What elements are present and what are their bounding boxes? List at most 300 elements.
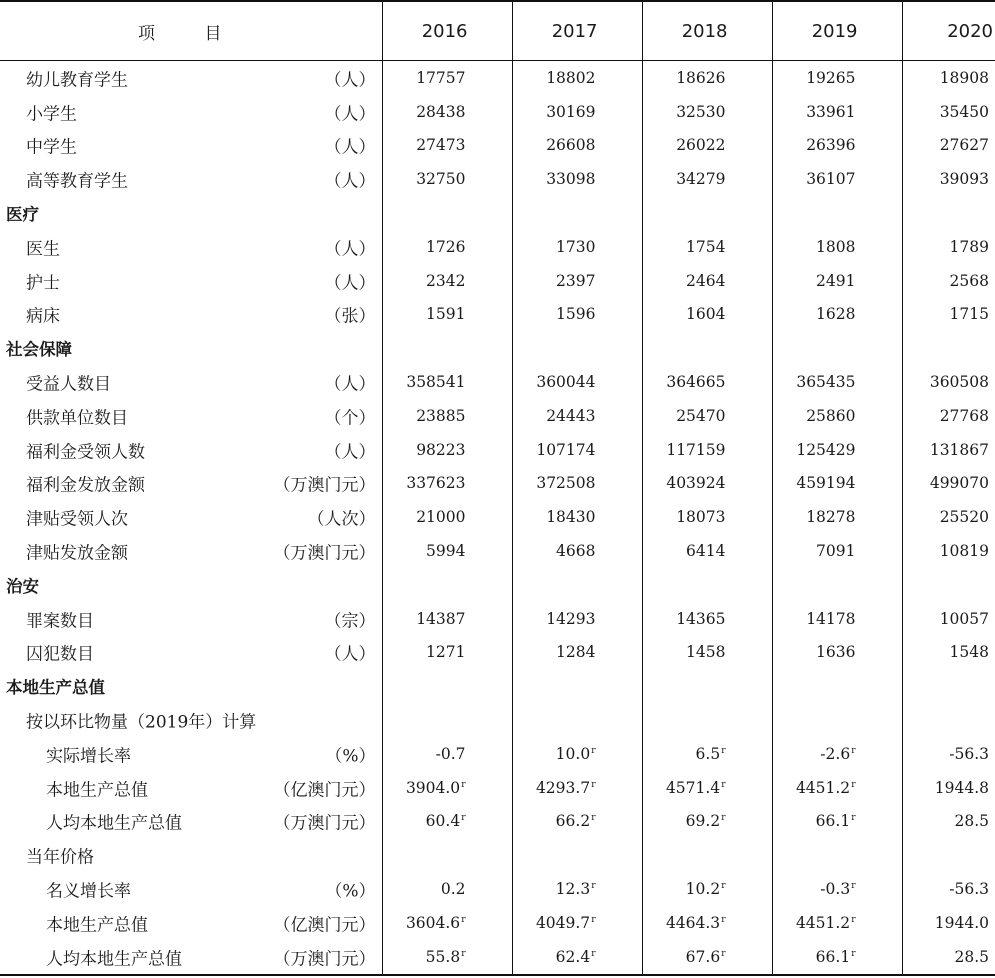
value-cell-2017	[512, 906, 642, 940]
cell-value: 18430	[546, 508, 596, 527]
table-row	[0, 838, 995, 872]
revised-marker: r	[851, 779, 856, 790]
table-row	[0, 534, 995, 568]
cell-value: 28.5	[954, 947, 989, 966]
value-cell-2017	[512, 534, 642, 568]
cell-value: 26608	[546, 136, 596, 155]
cell-value: 18908	[939, 68, 989, 87]
value-cell-2016	[382, 636, 512, 670]
value-cell-2018	[642, 805, 772, 839]
cell-value: -0.3	[820, 880, 851, 899]
value-cell-2016	[382, 669, 512, 703]
cell-value: 30169	[546, 102, 596, 121]
value-cell-2017	[512, 838, 642, 872]
value-cell-2020	[902, 568, 995, 602]
row-label-cell	[0, 636, 382, 670]
table-body	[0, 61, 995, 975]
cell-value: 18626	[676, 68, 726, 87]
value-cell-2019	[772, 95, 902, 129]
cell-value: 459194	[796, 474, 856, 493]
value-cell-2018	[642, 568, 772, 602]
cell-value: 6414	[686, 542, 726, 561]
cell-value: 10.0	[555, 744, 591, 763]
value-cell-2016	[382, 230, 512, 264]
value-cell-2017	[512, 602, 642, 636]
cell-value: 360508	[929, 373, 989, 392]
row-unit: （%）	[325, 746, 376, 767]
value-cell-2018	[642, 838, 772, 872]
cell-value: 36107	[806, 170, 856, 189]
value-cell-2020	[902, 940, 995, 975]
value-cell-2017	[512, 433, 642, 467]
value-cell-2018	[642, 703, 772, 737]
revised-marker: r	[461, 813, 466, 824]
row-label: 本地生产总值	[46, 915, 148, 936]
row-unit: （张）	[324, 306, 376, 327]
cell-value: 7091	[816, 542, 856, 561]
row-unit: （人）	[324, 644, 376, 665]
value-cell-2016	[382, 534, 512, 568]
cell-value: 1726	[426, 237, 466, 256]
value-cell-2020	[902, 467, 995, 501]
value-cell-2018	[642, 467, 772, 501]
cell-value: 18802	[546, 68, 596, 87]
header-item: 项 目	[0, 1, 382, 61]
row-label-cell	[0, 467, 382, 501]
row-label: 当年价格	[26, 847, 94, 868]
value-cell-2018	[642, 331, 772, 365]
value-cell-2017	[512, 399, 642, 433]
value-cell-2016	[382, 805, 512, 839]
row-label: 护士	[26, 273, 60, 294]
section-heading: 社会保障	[6, 340, 72, 360]
value-cell-2019	[772, 906, 902, 940]
table-row	[0, 636, 995, 670]
value-cell-2020	[902, 162, 995, 196]
cell-value: 1604	[686, 305, 726, 324]
value-cell-2018	[642, 61, 772, 95]
value-cell-2017	[512, 703, 642, 737]
cell-value: 1754	[686, 237, 726, 256]
cell-value: 1715	[949, 305, 989, 324]
row-label: 中学生	[26, 137, 77, 158]
row-label-cell	[0, 669, 382, 703]
table-row	[0, 433, 995, 467]
cell-value: 2397	[556, 271, 596, 290]
row-label-cell	[0, 61, 382, 95]
value-cell-2016	[382, 129, 512, 163]
table-row	[0, 95, 995, 129]
value-cell-2016	[382, 467, 512, 501]
row-label: 供款单位数目	[26, 408, 128, 429]
cell-value: 1284	[556, 643, 596, 662]
cell-value: 364665	[666, 373, 726, 392]
value-cell-2019	[772, 433, 902, 467]
table-row	[0, 61, 995, 95]
value-cell-2019	[772, 805, 902, 839]
value-cell-2020	[902, 534, 995, 568]
cell-value: 337623	[406, 474, 466, 493]
row-unit: （人）	[324, 104, 376, 125]
row-label: 受益人数目	[26, 374, 111, 395]
revised-marker: r	[851, 813, 856, 824]
cell-value: 1944.8	[934, 778, 989, 797]
value-cell-2019	[772, 669, 902, 703]
value-cell-2019	[772, 162, 902, 196]
value-cell-2020	[902, 264, 995, 298]
value-cell-2019	[772, 61, 902, 95]
cell-value: 1271	[426, 643, 466, 662]
revised-marker: r	[591, 813, 596, 824]
cell-value: 4668	[556, 542, 596, 561]
table-row	[0, 906, 995, 940]
value-cell-2020	[902, 500, 995, 534]
value-cell-2019	[772, 602, 902, 636]
value-cell-2018	[642, 737, 772, 771]
cell-value: 1596	[556, 305, 596, 324]
cell-value: -56.3	[949, 744, 989, 763]
row-label-cell	[0, 737, 382, 771]
table-row	[0, 467, 995, 501]
value-cell-2020	[902, 636, 995, 670]
cell-value: 4049.7	[535, 913, 591, 932]
revised-marker: r	[851, 914, 856, 925]
header-year-2019: 2019	[772, 1, 902, 61]
cell-value: 125429	[796, 440, 856, 459]
value-cell-2018	[642, 906, 772, 940]
header-year-2018: 2018	[642, 1, 772, 61]
row-label: 医生	[26, 239, 60, 260]
row-label-cell	[0, 500, 382, 534]
row-label-cell	[0, 298, 382, 332]
row-label-cell	[0, 872, 382, 906]
cell-value: 21000	[416, 508, 466, 527]
value-cell-2016	[382, 737, 512, 771]
row-label: 小学生	[26, 104, 77, 125]
cell-value: 1636	[816, 643, 856, 662]
section-row	[0, 331, 995, 365]
row-label-cell	[0, 771, 382, 805]
value-cell-2020	[902, 602, 995, 636]
table-header	[0, 1, 995, 61]
value-cell-2017	[512, 264, 642, 298]
value-cell-2018	[642, 771, 772, 805]
value-cell-2019	[772, 771, 902, 805]
row-unit: （万澳门元）	[273, 475, 376, 496]
value-cell-2017	[512, 95, 642, 129]
value-cell-2017	[512, 129, 642, 163]
value-cell-2018	[642, 230, 772, 264]
section-heading: 治安	[6, 576, 39, 596]
value-cell-2016	[382, 771, 512, 805]
row-label: 本地生产总值	[46, 780, 148, 801]
value-cell-2016	[382, 399, 512, 433]
cell-value: 2491	[816, 271, 856, 290]
value-cell-2018	[642, 602, 772, 636]
value-cell-2019	[772, 129, 902, 163]
value-cell-2019	[772, 230, 902, 264]
row-label-cell	[0, 838, 382, 872]
value-cell-2016	[382, 298, 512, 332]
cell-value: 4464.3	[665, 913, 721, 932]
value-cell-2019	[772, 534, 902, 568]
cell-value: 5994	[426, 542, 466, 561]
cell-value: 19265	[806, 68, 856, 87]
cell-value: 10.2	[685, 880, 721, 899]
table-row	[0, 805, 995, 839]
row-label-cell	[0, 534, 382, 568]
cell-value: 62.4	[555, 947, 591, 966]
cell-value: 25520	[939, 508, 989, 527]
value-cell-2017	[512, 771, 642, 805]
value-cell-2017	[512, 61, 642, 95]
value-cell-2016	[382, 331, 512, 365]
value-cell-2019	[772, 500, 902, 534]
cell-value: 67.6	[685, 947, 721, 966]
value-cell-2016	[382, 940, 512, 975]
value-cell-2018	[642, 95, 772, 129]
table-row	[0, 365, 995, 399]
cell-value: 17757	[416, 68, 466, 87]
value-cell-2020	[902, 95, 995, 129]
value-cell-2019	[772, 196, 902, 230]
value-cell-2020	[902, 906, 995, 940]
cell-value: 107174	[536, 440, 596, 459]
value-cell-2020	[902, 838, 995, 872]
revised-marker: r	[461, 914, 466, 925]
revised-marker: r	[591, 779, 596, 790]
value-cell-2016	[382, 365, 512, 399]
table-row	[0, 230, 995, 264]
row-label: 津贴受领人次	[26, 509, 128, 530]
cell-value: 60.4	[425, 812, 461, 831]
value-cell-2017	[512, 365, 642, 399]
cell-value: 27768	[939, 406, 989, 425]
cell-value: 2464	[686, 271, 726, 290]
row-label-cell	[0, 95, 382, 129]
cell-value: 1730	[556, 237, 596, 256]
value-cell-2016	[382, 602, 512, 636]
cell-value: 34279	[676, 170, 726, 189]
cell-value: 14365	[676, 609, 726, 628]
cell-value: 372508	[536, 474, 596, 493]
value-cell-2018	[642, 940, 772, 975]
value-cell-2018	[642, 872, 772, 906]
cell-value: 55.8	[425, 947, 461, 966]
revised-marker: r	[721, 813, 726, 824]
value-cell-2020	[902, 872, 995, 906]
value-cell-2017	[512, 805, 642, 839]
value-cell-2016	[382, 838, 512, 872]
cell-value: 18073	[676, 508, 726, 527]
row-unit: （人）	[324, 171, 376, 192]
revised-marker: r	[721, 914, 726, 925]
cell-value: 25860	[806, 406, 856, 425]
header-year-2016: 2016	[382, 1, 512, 61]
table-row	[0, 264, 995, 298]
cell-value: 1944.0	[934, 913, 989, 932]
value-cell-2020	[902, 331, 995, 365]
cell-value: 3604.6	[405, 913, 461, 932]
value-cell-2020	[902, 196, 995, 230]
value-cell-2017	[512, 872, 642, 906]
row-label-cell	[0, 365, 382, 399]
row-label: 福利金受领人数	[26, 442, 145, 463]
row-unit: （人）	[324, 239, 376, 260]
table-row	[0, 500, 995, 534]
cell-value: 26022	[676, 136, 726, 155]
section-row	[0, 196, 995, 230]
cell-value: 66.2	[555, 812, 591, 831]
row-label-cell	[0, 196, 382, 230]
value-cell-2019	[772, 365, 902, 399]
header-year-2017: 2017	[512, 1, 642, 61]
cell-value: -2.6	[820, 744, 851, 763]
cell-value: 24443	[546, 406, 596, 425]
cell-value: 0.2	[440, 880, 466, 899]
cell-value: 25470	[676, 406, 726, 425]
value-cell-2017	[512, 500, 642, 534]
value-cell-2018	[642, 264, 772, 298]
value-cell-2018	[642, 500, 772, 534]
value-cell-2020	[902, 805, 995, 839]
value-cell-2018	[642, 129, 772, 163]
value-cell-2018	[642, 433, 772, 467]
cell-value: 10819	[939, 542, 989, 561]
cell-value: 27627	[939, 136, 989, 155]
cell-value: 365435	[796, 373, 856, 392]
revised-marker: r	[851, 745, 856, 756]
revised-marker: r	[591, 881, 596, 892]
value-cell-2019	[772, 264, 902, 298]
value-cell-2020	[902, 399, 995, 433]
cell-value: 4293.7	[535, 778, 591, 797]
table-row	[0, 703, 995, 737]
value-cell-2019	[772, 838, 902, 872]
cell-value: 66.1	[815, 812, 851, 831]
cell-value: 4451.2	[795, 778, 851, 797]
value-cell-2019	[772, 467, 902, 501]
value-cell-2020	[902, 737, 995, 771]
value-cell-2017	[512, 230, 642, 264]
value-cell-2016	[382, 61, 512, 95]
revised-marker: r	[851, 881, 856, 892]
value-cell-2017	[512, 196, 642, 230]
cell-value: 28.5	[954, 812, 989, 831]
row-label-cell	[0, 162, 382, 196]
value-cell-2020	[902, 433, 995, 467]
table-row	[0, 298, 995, 332]
revised-marker: r	[461, 948, 466, 959]
value-cell-2018	[642, 534, 772, 568]
row-label: 高等教育学生	[26, 171, 128, 192]
row-unit: （万澳门元）	[273, 813, 376, 834]
revised-marker: r	[591, 745, 596, 756]
value-cell-2016	[382, 568, 512, 602]
cell-value: 27473	[416, 136, 466, 155]
value-cell-2020	[902, 703, 995, 737]
row-unit: （宗）	[324, 611, 376, 632]
value-cell-2016	[382, 703, 512, 737]
cell-value: 12.3	[555, 880, 591, 899]
value-cell-2016	[382, 500, 512, 534]
row-unit: （人）	[324, 137, 376, 158]
cell-value: 33098	[546, 170, 596, 189]
cell-value: 2568	[949, 271, 989, 290]
table-row	[0, 399, 995, 433]
value-cell-2017	[512, 737, 642, 771]
value-cell-2020	[902, 298, 995, 332]
value-cell-2017	[512, 636, 642, 670]
revised-marker: r	[591, 948, 596, 959]
row-label-cell	[0, 264, 382, 298]
row-label: 名义增长率	[46, 881, 131, 902]
row-unit: （个）	[324, 408, 376, 429]
section-heading: 医疗	[6, 205, 39, 225]
value-cell-2018	[642, 636, 772, 670]
value-cell-2017	[512, 568, 642, 602]
row-unit: （人）	[324, 374, 376, 395]
row-label-cell	[0, 331, 382, 365]
row-label-cell	[0, 805, 382, 839]
cell-value: 3904.0	[405, 778, 461, 797]
table-row	[0, 771, 995, 805]
value-cell-2018	[642, 196, 772, 230]
table-row	[0, 602, 995, 636]
header-year-2020: 2020	[902, 1, 995, 61]
cell-value: 358541	[406, 373, 466, 392]
revised-marker: r	[721, 779, 726, 790]
row-label-cell	[0, 129, 382, 163]
cell-value: 26396	[806, 136, 856, 155]
row-unit: （万澳门元）	[273, 949, 376, 970]
table-row	[0, 737, 995, 771]
row-unit: （人）	[324, 70, 376, 91]
value-cell-2019	[772, 737, 902, 771]
cell-value: 14293	[546, 609, 596, 628]
cell-value: 1628	[816, 305, 856, 324]
row-label-cell	[0, 433, 382, 467]
value-cell-2017	[512, 940, 642, 975]
cell-value: 1789	[949, 237, 989, 256]
cell-value: 32530	[676, 102, 726, 121]
cell-value: 117159	[666, 440, 726, 459]
row-unit: （人）	[324, 273, 376, 294]
row-label-cell	[0, 230, 382, 264]
value-cell-2018	[642, 669, 772, 703]
value-cell-2019	[772, 940, 902, 975]
cell-value: 32750	[416, 170, 466, 189]
value-cell-2017	[512, 298, 642, 332]
cell-value: 4571.4	[665, 778, 721, 797]
revised-marker: r	[721, 745, 726, 756]
value-cell-2017	[512, 162, 642, 196]
cell-value: 66.1	[815, 947, 851, 966]
cell-value: 14387	[416, 609, 466, 628]
cell-value: 39093	[939, 170, 989, 189]
value-cell-2016	[382, 433, 512, 467]
value-cell-2016	[382, 95, 512, 129]
row-label-cell	[0, 399, 382, 433]
value-cell-2016	[382, 264, 512, 298]
cell-value: -56.3	[949, 880, 989, 899]
value-cell-2020	[902, 669, 995, 703]
section-row	[0, 669, 995, 703]
revised-marker: r	[591, 914, 596, 925]
value-cell-2020	[902, 771, 995, 805]
revised-marker: r	[721, 881, 726, 892]
value-cell-2016	[382, 906, 512, 940]
